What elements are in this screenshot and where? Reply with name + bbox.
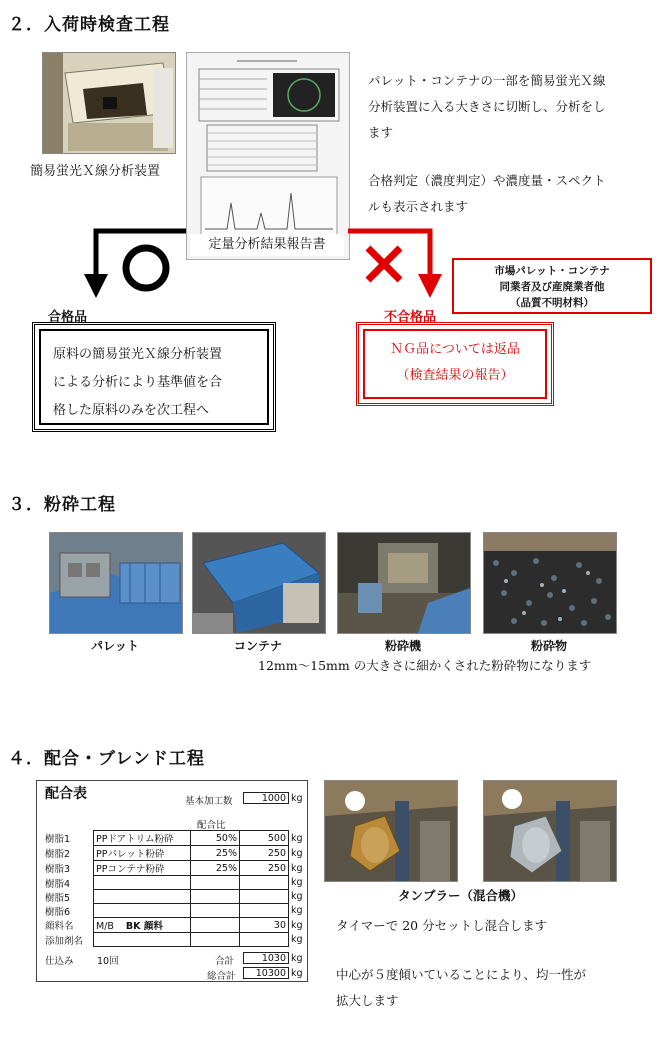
desc-line: 中心が５度傾いていることにより、均一性が <box>336 967 587 982</box>
row-amount-cell: 250 <box>240 861 289 876</box>
row-amount-cell: 500 <box>240 831 289 846</box>
table-row <box>43 876 307 890</box>
material-text: PPドアトリム粉砕 <box>96 834 174 845</box>
table-row <box>43 831 307 846</box>
row-material-cell <box>94 831 191 846</box>
xrf-analyzer-caption: 簡易蛍光Ｘ線分析装置 <box>30 164 161 179</box>
material-text: PPコンテナ粉砕 <box>96 864 165 875</box>
pass-result-box <box>32 322 276 432</box>
pass-label: 合格品 <box>48 310 88 325</box>
table-row <box>43 933 307 947</box>
total-unit: kg <box>291 953 303 964</box>
row-amount-cell: 250 <box>240 846 289 861</box>
row-material-cell <box>94 890 191 904</box>
row-material-cell <box>94 904 191 918</box>
table-row <box>43 861 307 876</box>
crusher-caption: 粉砕機 <box>384 639 421 653</box>
row-unit-cell: kg <box>291 832 303 844</box>
row-ratio-cell: 25% <box>191 846 240 861</box>
row-ratio-cell: 50% <box>191 831 240 846</box>
ratio-header: 配合比 <box>197 820 226 831</box>
row-material-cell <box>94 918 191 933</box>
pallet-caption: パレット <box>91 639 139 653</box>
source-line: 市場パレット・コンテナ <box>494 265 610 277</box>
row-material-cell <box>94 876 191 890</box>
fail-label: 不合格品 <box>384 310 437 325</box>
blend-table <box>43 830 307 947</box>
row-amount-cell <box>240 890 289 904</box>
pigment-text: BK 顔料 <box>125 921 163 932</box>
desc-line: 分析装置に入る大きさに切断し、分析をし <box>368 99 606 114</box>
source-line: 同業者及び産廃業者他 <box>499 281 605 293</box>
total-value: 1030 <box>243 952 289 964</box>
total-label: 合計 <box>215 956 235 967</box>
container-photo <box>192 532 326 634</box>
row-unit-cell: kg <box>291 934 303 945</box>
grand-total-value: 10300 <box>243 967 289 979</box>
row-name-cell: 樹脂3 <box>45 864 71 875</box>
crushed-material-photo <box>483 532 617 634</box>
row-unit-cell: kg <box>291 847 303 859</box>
row-ratio-cell <box>191 904 240 918</box>
pass-circle-icon <box>126 248 166 288</box>
fail-result-text <box>363 329 547 399</box>
tumbler-caption: タンブラー（混合機） <box>398 888 524 903</box>
fail-arrow-head <box>418 274 442 298</box>
table-row <box>43 890 307 904</box>
grand-total-unit: kg <box>291 968 303 979</box>
analysis-report-caption: 定量分析結果報告書 <box>190 234 344 256</box>
row-unit-cell: kg <box>291 862 303 874</box>
base-quantity-unit: kg <box>291 793 303 804</box>
row-name-cell: 顔料名 <box>45 921 74 932</box>
crushed-material-caption: 粉砕物 <box>530 639 567 653</box>
desc-line: ルも表示されます <box>368 199 469 214</box>
source-material-box <box>452 258 652 314</box>
fail-result-box <box>356 322 554 406</box>
row-name-cell: 樹脂1 <box>45 834 71 845</box>
base-quantity-label: 基本加工数 <box>185 796 233 807</box>
desc-line: パレット・コンテナの一部を簡易蛍光Ｘ線 <box>368 73 606 88</box>
row-amount-cell <box>240 933 289 947</box>
table-row <box>43 904 307 918</box>
row-amount-cell: 30 <box>240 918 289 933</box>
table-row <box>43 846 307 861</box>
mixing-timer-description: タイマーで 20 分セットし混合します <box>336 918 548 933</box>
tumbler-photo-1 <box>324 780 458 882</box>
desc-line: 合格判定（濃度判定）や濃度量・スペクト <box>368 173 606 188</box>
container-caption: コンテナ <box>233 639 282 653</box>
row-name-cell: 樹脂4 <box>45 878 71 890</box>
pass-line: による分析により基準値を合 <box>53 375 223 390</box>
table-row <box>43 918 307 933</box>
tilt-description <box>336 962 586 1014</box>
blend-table-title: 配合表 <box>45 786 87 802</box>
tumbler-photo-2 <box>483 780 617 882</box>
row-amount-cell <box>240 876 289 890</box>
pass-result-text <box>39 329 269 425</box>
material-text: M/B <box>96 921 114 932</box>
pass-arrow-line <box>96 231 186 278</box>
source-line: （品質不明材料） <box>510 297 594 309</box>
blend-table-sheet <box>36 780 308 982</box>
row-material-cell <box>94 933 191 947</box>
desc-line: 拡大します <box>336 993 399 1008</box>
pallet-photo <box>49 532 183 634</box>
row-ratio-cell: 25% <box>191 861 240 876</box>
row-material-cell <box>94 861 191 876</box>
section2-heading: ２．入荷時検査工程 <box>8 15 170 35</box>
row-ratio-cell <box>191 890 240 904</box>
row-material-cell <box>94 846 191 861</box>
fail-line: （検査結果の報告） <box>396 368 514 383</box>
row-amount-cell <box>240 904 289 918</box>
batch-label: 仕込み <box>45 956 74 967</box>
section4-heading: ４．配合・ブレンド工程 <box>8 749 205 769</box>
row-ratio-cell <box>191 876 240 890</box>
crush-size-note: 12mm～15mm の大きさに細かくされた粉砕物になります <box>258 658 592 673</box>
pass-arrow-head <box>84 274 108 298</box>
row-unit-cell: kg <box>291 919 303 931</box>
fail-line: ＮＧ品については返品 <box>390 342 520 357</box>
crusher-photo <box>337 532 471 634</box>
row-unit-cell: kg <box>291 891 303 902</box>
section3-heading: ３．粉砕工程 <box>8 495 116 515</box>
row-ratio-cell <box>191 933 240 947</box>
row-unit-cell: kg <box>291 905 303 916</box>
row-ratio-cell <box>191 918 240 933</box>
row-name-cell: 樹脂2 <box>45 849 71 860</box>
row-unit-cell: kg <box>291 877 303 888</box>
desc-line: ます <box>368 125 394 140</box>
row-name-cell: 樹脂5 <box>45 892 71 904</box>
material-text: PPパレット粉砕 <box>96 849 165 860</box>
pass-line: 原料の簡易蛍光Ｘ線分析装置 <box>53 347 223 362</box>
batch-value: 10回 <box>97 956 119 967</box>
row-name-cell: 樹脂6 <box>45 906 71 918</box>
pass-line: 格した原料のみを次工程へ <box>53 403 210 418</box>
base-quantity-value: 1000 <box>243 792 289 804</box>
row-name-cell: 添加剤名 <box>45 935 84 947</box>
grand-total-label: 総合計 <box>207 971 236 982</box>
